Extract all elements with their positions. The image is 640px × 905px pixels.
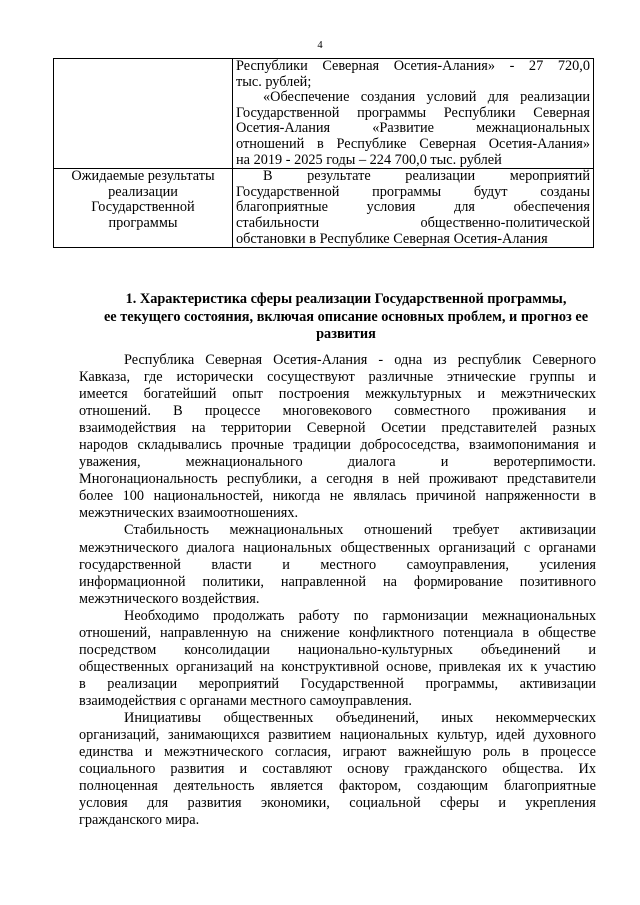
paragraph-line: народов складывались прочные традиции добрососедства, взаимопонимания и [79, 437, 596, 454]
table-cell-results [233, 169, 594, 248]
paragraph-line: межэтнических взаимоотношениях. [79, 505, 299, 522]
table-cell-label [54, 169, 233, 248]
cell-line: обстановки в Республике Северная Осетия-Алания [236, 230, 548, 247]
heading-line: 1. Характеристика сферы реализации Государственной программы, [125, 291, 567, 307]
cell-line: Ожидаемые результаты [71, 168, 215, 185]
body-paragraph [79, 710, 596, 829]
cell-line: Республики Северная Осетия-Алания» - 27 720,0 [236, 58, 590, 74]
paragraph-line: гражданского мира. [79, 812, 200, 829]
paragraph-line: отношений. В процессе многовекового совместного проживания и [79, 403, 596, 420]
table-row [54, 59, 594, 169]
body-paragraph [79, 608, 596, 710]
table-cell-label [54, 59, 233, 169]
section-heading [96, 291, 596, 344]
heading-line: ее текущего состояния, включая описание основных проблем, и прогноз ее [103, 308, 589, 325]
section-body [79, 352, 596, 829]
cell-line: Осетия-Алания «Развитие межнациональных [236, 120, 590, 137]
cell-line: тыс. рублей; [236, 73, 312, 90]
cell-line: Государственной программы будут созданы [236, 183, 590, 200]
program-passport-table [53, 58, 594, 248]
paragraph-line: имеется богатейший опыт построения межкультурных и межэтнических [79, 386, 596, 403]
cell-line: реализации [108, 183, 178, 200]
paragraph-line: посредством консолидации национально-культурных объединений и [79, 641, 596, 658]
paragraph-line: общественных организаций на конструктивной основе, привлекая их к участию [79, 658, 596, 675]
table-cell-funding [233, 59, 594, 169]
paragraph-line: межэтнического диалога национальных общественных организаций с органами [79, 539, 596, 556]
body-paragraph [79, 522, 596, 607]
paragraph-line: Многонациональность республики, а сегодня в ней проживают представители [79, 471, 596, 488]
page-number: 4 [317, 40, 323, 51]
cell-line: благоприятные условия для обеспечения [236, 199, 590, 216]
paragraph-line: полноценная деятельность является фактором, создающим благоприятные [79, 778, 596, 795]
cell-line: В результате реализации мероприятий [263, 168, 590, 185]
cell-line: Государственной программы Республики Северная [236, 104, 590, 121]
cell-line: на 2019 - 2025 годы – 224 700,0 тыс. рублей [236, 151, 502, 168]
paragraph-line: отношений, направленную на снижение конфликтного потенциала в обществе [79, 624, 596, 641]
paragraph-line: взаимодействия на территории Северной Осетии представителей разных [79, 420, 596, 437]
cell-line: Государственной [91, 199, 195, 216]
paragraph-line: социального развития и составляют основу гражданского общества. Их [79, 761, 596, 778]
cell-line: «Обеспечение создания условий для реализации [263, 89, 590, 106]
paragraph-line: в реализации мероприятий Государственной программы, активизации [79, 675, 596, 692]
paragraph-line: единства и межэтнического согласия, играют важнейшую роль в процессе [79, 744, 596, 761]
paragraph-line: государственной власти и местного самоуправления, усиления [79, 556, 596, 573]
paragraph-line: информационной политики, направленной на формирование позитивного [79, 573, 596, 590]
body-paragraph [79, 352, 596, 522]
paragraph-line: условия для развития экономики, социальной сферы и укрепления [79, 795, 596, 812]
paragraph-line: Стабильность межнациональных отношений требует активизации [124, 522, 596, 539]
paragraph-line: Инициативы общественных объединений, иных некоммерческих [124, 709, 596, 726]
paragraph-line: более 100 национальностей, никогда не являлась причиной напряженности в [79, 488, 596, 505]
table-row [54, 169, 594, 248]
cell-line: программы [108, 214, 178, 231]
paragraph-line: Республика Северная Осетия-Алания - одна из республик Северного [124, 352, 596, 368]
paragraph-line: уважения, межнационального диалога и веротерпимости. [79, 454, 596, 471]
cell-line: отношений в Республике Северная Осетия-Алания» [236, 135, 590, 152]
paragraph-line: организаций, занимающихся развитием национальных культур, идей духовного [79, 727, 596, 744]
paragraph-line: Кавказа, где исторически сосуществуют различные этнические группы и [79, 369, 596, 386]
paragraph-line: взаимодействия с органами местного самоуправления. [79, 692, 412, 709]
cell-line: стабильности общественно-политической [236, 214, 590, 231]
heading-line: развития [316, 326, 376, 342]
paragraph-line: Необходимо продолжать работу по гармонизации межнациональных [124, 607, 596, 624]
paragraph-line: межэтнического воздействия. [79, 590, 260, 607]
